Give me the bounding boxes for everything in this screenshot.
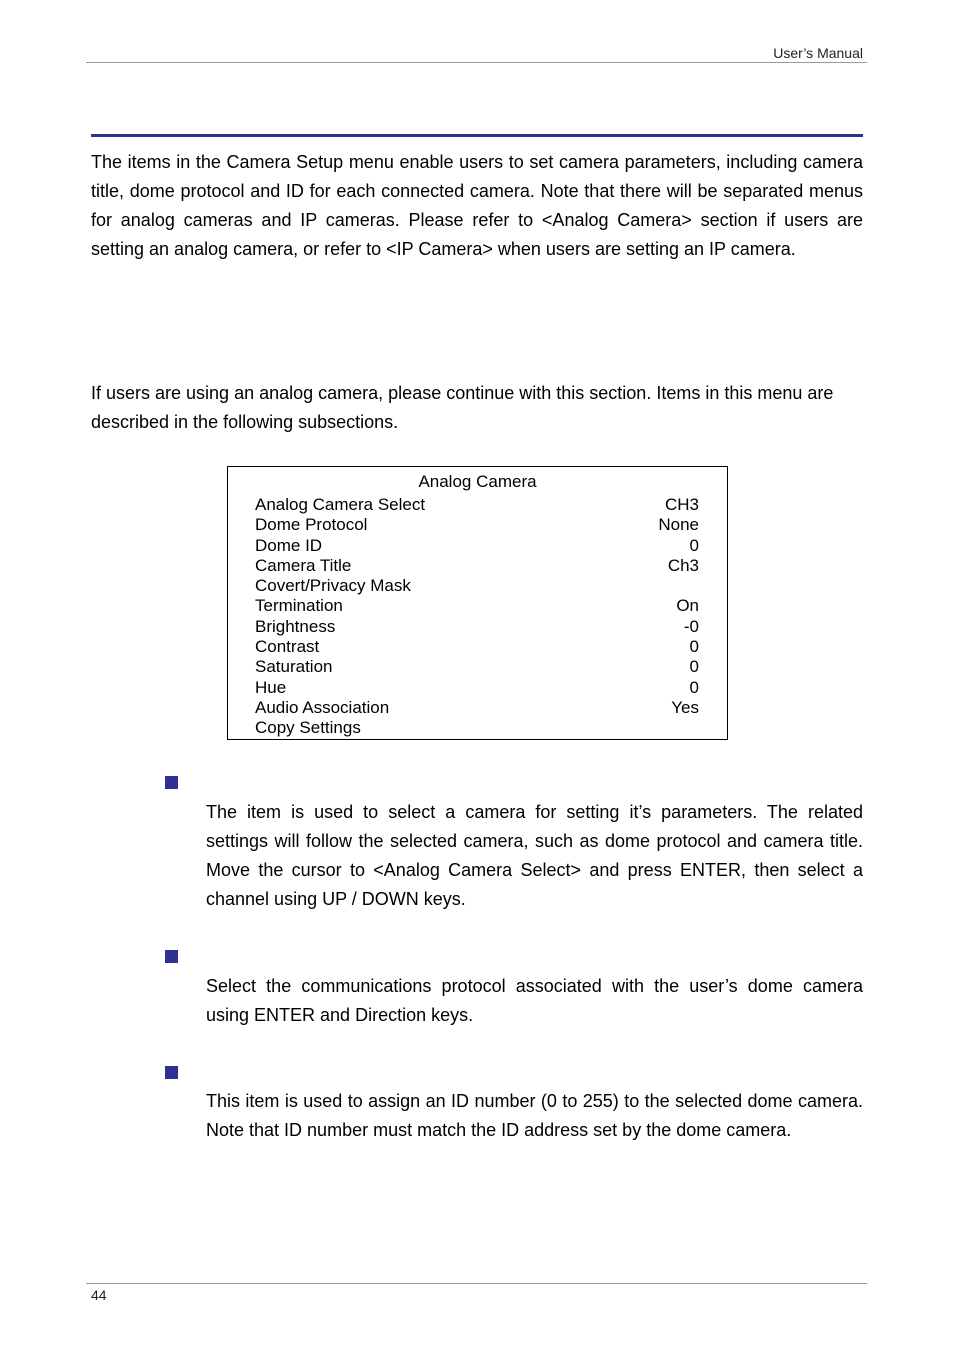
menu-row-covert-privacy-mask <box>255 576 699 596</box>
menu-row-label: Saturation <box>255 657 333 677</box>
analog-camera-menu <box>227 466 728 740</box>
menu-item-list <box>255 495 699 739</box>
menu-row-hue <box>255 678 699 698</box>
square-bullet-icon <box>165 1066 178 1079</box>
analog-camera-select-description: The item is used to select a camera for setting it’s parameters. The related settings will follow the selected camera, such as dome protocol and camera title. Move the cursor to <Analog Camera Select> and press ENTER, then select a channel using UP / DOWN keys. <box>206 802 863 909</box>
menu-row-audio-association <box>255 698 699 718</box>
menu-row-label: Hue <box>255 677 287 697</box>
menu-row-camera-title <box>255 556 699 576</box>
menu-row-label: Camera Title <box>255 555 352 575</box>
menu-row-termination <box>255 596 699 616</box>
menu-row-label: Copy Settings <box>255 718 361 738</box>
menu-row-label: Dome ID <box>255 535 323 555</box>
menu-row-dome-id <box>255 536 699 556</box>
menu-row-label: Audio Association <box>255 697 390 717</box>
menu-row-value: 0 <box>689 535 699 555</box>
dome-protocol-description: Select the communications protocol associated with the user’s dome camera using ENTER and Direction keys. <box>206 976 863 1025</box>
menu-row-label: Analog Camera Select <box>255 495 426 514</box>
menu-row-copy-settings <box>255 718 699 738</box>
menu-row-brightness <box>255 617 699 637</box>
menu-row-label: Contrast <box>255 637 320 657</box>
dome-id-description: This item is used to assign an ID number (0 to 255) to the selected dome camera. Note that ID number must match the ID address set by the dome camera. <box>206 1091 863 1140</box>
menu-row-value: On <box>676 596 699 616</box>
menu-row-saturation <box>255 657 699 677</box>
menu-title: Analog Camera <box>418 472 537 491</box>
analog-camera-intro-paragraph: If users are using an analog camera, please continue with this section. Items in this menu are described in the following subsections. <box>91 383 834 432</box>
page-number: 44 <box>91 1287 107 1303</box>
square-bullet-icon <box>165 776 178 789</box>
menu-row-value: None <box>658 515 699 535</box>
menu-row-label: Covert/Privacy Mask <box>255 576 411 596</box>
menu-row-value: Ch3 <box>667 555 699 575</box>
square-bullet-icon <box>165 950 178 963</box>
header-divider <box>86 62 867 63</box>
menu-row-value: -0 <box>683 616 699 636</box>
menu-row-dome-protocol <box>255 515 699 535</box>
section-divider <box>91 134 863 137</box>
intro-paragraph: The items in the Camera Setup menu enable users to set camera parameters, including camera title, dome protocol and ID for each connected camera. Note that there will be separated menus for analog cameras and IP cameras. Please refer to <Analog Camera> section if users are setting an analog camera, or refer to <IP Camera> when users are setting an IP camera. <box>91 152 863 259</box>
menu-row-label: Termination <box>255 596 343 616</box>
menu-row-value: 0 <box>689 677 699 697</box>
menu-row-label: Brightness <box>255 616 336 636</box>
menu-row-value: 0 <box>689 657 699 677</box>
menu-row-label: Dome Protocol <box>255 515 368 535</box>
menu-row-value: CH3 <box>664 495 699 514</box>
menu-row-value: Yes <box>671 697 699 717</box>
running-header: User’s Manual <box>773 45 863 61</box>
menu-row-analog-camera-select <box>255 495 699 515</box>
footer-divider <box>86 1283 867 1284</box>
menu-row-contrast <box>255 637 699 657</box>
menu-row-value: 0 <box>689 637 699 657</box>
